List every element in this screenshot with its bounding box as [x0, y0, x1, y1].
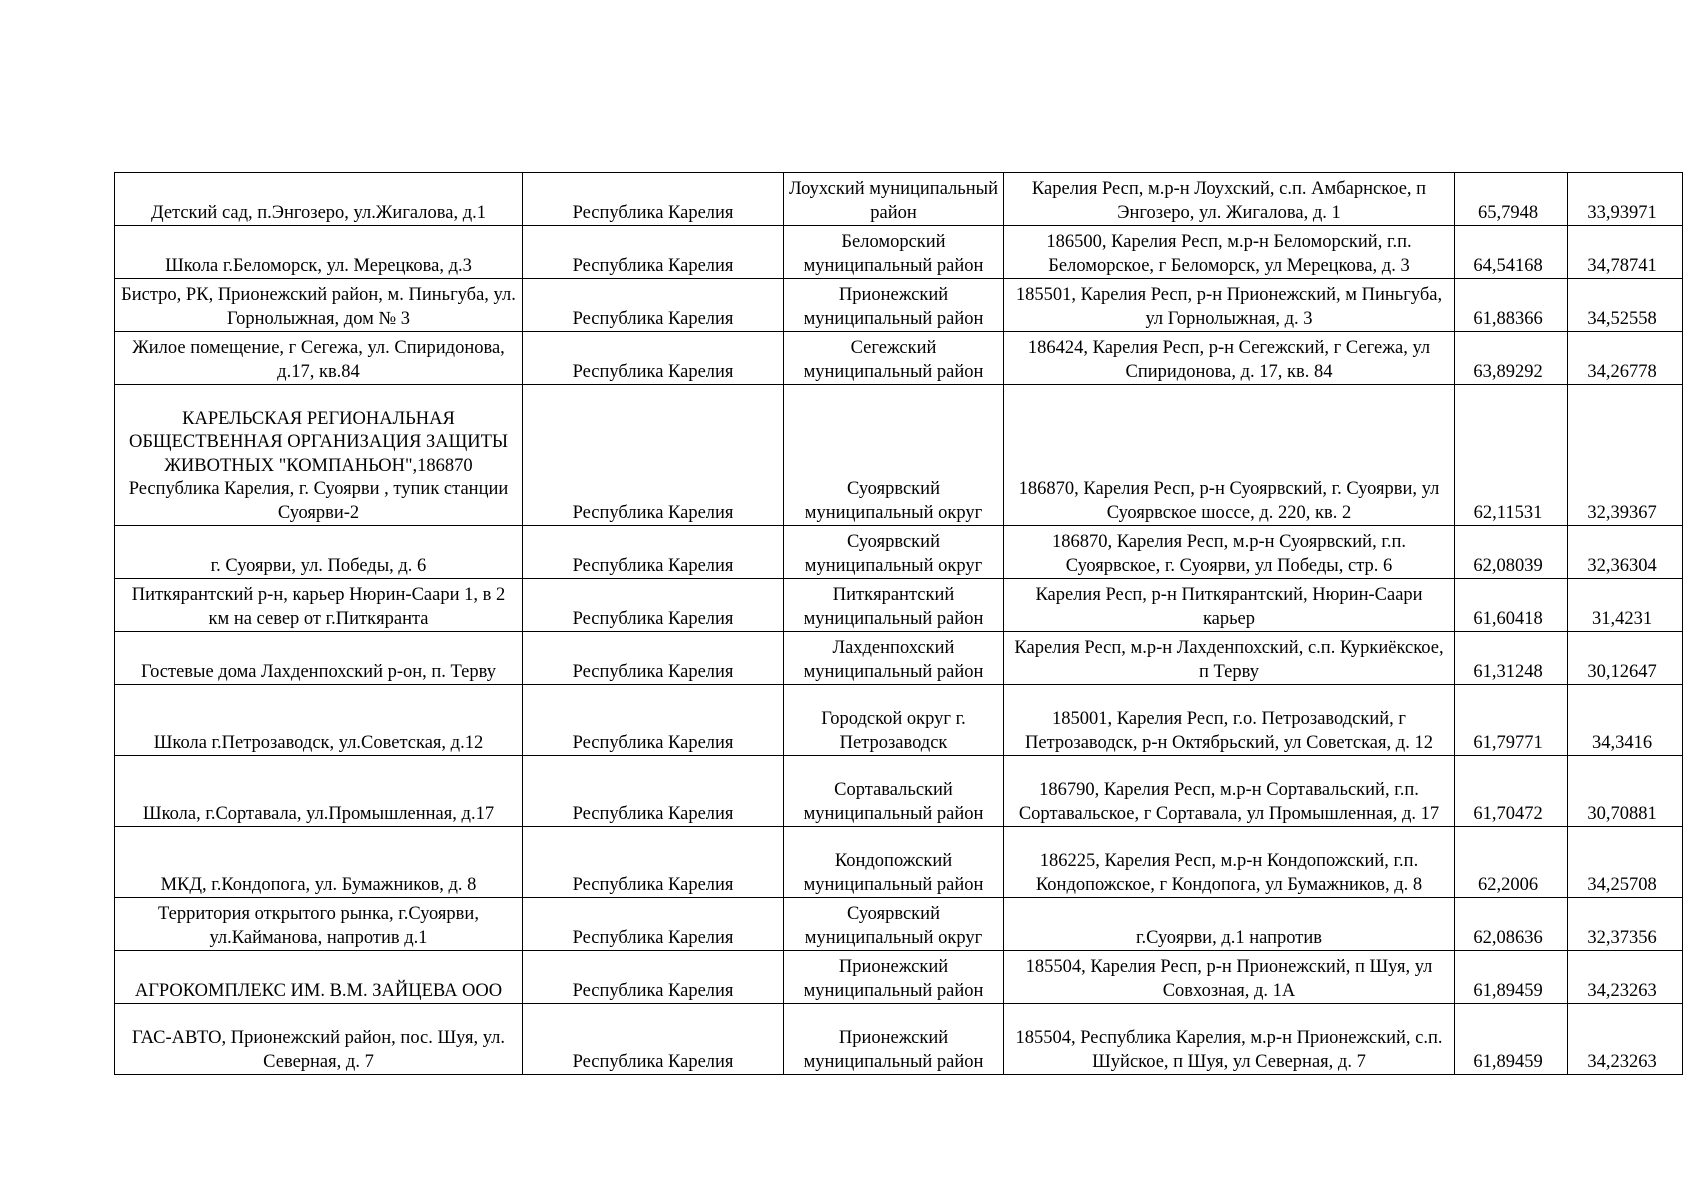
- table-row: [115, 898, 1683, 951]
- object-name-cell: Бистро, РК, Прионежский район, м. Пиньгуба, ул. Горнолыжная, дом № 3: [115, 279, 523, 332]
- object-name-cell: АГРОКОМПЛЕКС ИМ. В.М. ЗАЙЦЕВА ООО: [115, 951, 523, 1004]
- latitude-cell: 61,88366: [1455, 279, 1568, 332]
- district-cell: Прионежский муниципальный район: [784, 1004, 1004, 1075]
- latitude-cell: 62,11531: [1455, 385, 1568, 526]
- region-cell: Республика Карелия: [523, 1004, 784, 1075]
- object-name-cell: Территория открытого рынка, г.Суоярви, ул.Кайманова, напротив д.1: [115, 898, 523, 951]
- latitude-cell: 61,79771: [1455, 685, 1568, 756]
- latitude-cell: 61,89459: [1455, 951, 1568, 1004]
- region-cell: Республика Карелия: [523, 685, 784, 756]
- address-cell: 185504, Карелия Респ, р-н Прионежский, п Шуя, ул Совхозная, д. 1А: [1004, 951, 1455, 1004]
- object-name-cell: Школа г.Петрозаводск, ул.Советская, д.12: [115, 685, 523, 756]
- address-cell: 185504, Республика Карелия, м.р-н Прионежский, с.п. Шуйское, п Шуя, ул Северная, д. 7: [1004, 1004, 1455, 1075]
- longitude-cell: 30,70881: [1568, 756, 1683, 827]
- district-cell: Лоухский муниципальный район: [784, 173, 1004, 226]
- latitude-cell: 61,31248: [1455, 632, 1568, 685]
- longitude-cell: 34,25708: [1568, 827, 1683, 898]
- table-row: [115, 827, 1683, 898]
- latitude-cell: 63,89292: [1455, 332, 1568, 385]
- address-cell: 185501, Карелия Респ, р-н Прионежский, м Пиньгуба, ул Горнолыжная, д. 3: [1004, 279, 1455, 332]
- district-cell: Суоярвский муниципальный округ: [784, 526, 1004, 579]
- region-cell: Республика Карелия: [523, 579, 784, 632]
- region-cell: Республика Карелия: [523, 385, 784, 526]
- address-cell: Карелия Респ, р-н Питкярантский, Нюрин-Саари карьер: [1004, 579, 1455, 632]
- table-row: [115, 385, 1683, 526]
- table-row: [115, 279, 1683, 332]
- table-row: [115, 579, 1683, 632]
- longitude-cell: 34,23263: [1568, 1004, 1683, 1075]
- object-name-cell: Гостевые дома Лахденпохский р-он, п. Терву: [115, 632, 523, 685]
- object-name-cell: КАРЕЛЬСКАЯ РЕГИОНАЛЬНАЯ ОБЩЕСТВЕННАЯ ОРГАНИЗАЦИЯ ЗАЩИТЫ ЖИВОТНЫХ "КОМПАНЬОН",186870 Республика Карелия, г. Суоярви , тупик станции Суоярви-2: [115, 385, 523, 526]
- longitude-cell: 31,4231: [1568, 579, 1683, 632]
- longitude-cell: 34,3416: [1568, 685, 1683, 756]
- address-cell: Карелия Респ, м.р-н Лахденпохский, с.п. Куркиёкское, п Терву: [1004, 632, 1455, 685]
- table-row: [115, 756, 1683, 827]
- address-cell: 186870, Карелия Респ, р-н Суоярвский, г. Суоярви, ул Суоярвское шоссе, д. 220, кв. 2: [1004, 385, 1455, 526]
- latitude-cell: 62,08636: [1455, 898, 1568, 951]
- longitude-cell: 34,78741: [1568, 226, 1683, 279]
- table-row: [115, 685, 1683, 756]
- object-name-cell: Детский сад, п.Энгозеро, ул.Жигалова, д.1: [115, 173, 523, 226]
- latitude-cell: 61,70472: [1455, 756, 1568, 827]
- table-row: [115, 1004, 1683, 1075]
- region-cell: Республика Карелия: [523, 756, 784, 827]
- region-cell: Республика Карелия: [523, 173, 784, 226]
- district-cell: Суоярвский муниципальный округ: [784, 385, 1004, 526]
- longitude-cell: 32,36304: [1568, 526, 1683, 579]
- longitude-cell: 32,39367: [1568, 385, 1683, 526]
- table-row: [115, 951, 1683, 1004]
- region-cell: Республика Карелия: [523, 827, 784, 898]
- object-name-cell: Питкярантский р-н, карьер Нюрин-Саари 1, в 2 км на север от г.Питкяранта: [115, 579, 523, 632]
- region-cell: Республика Карелия: [523, 526, 784, 579]
- latitude-cell: 61,89459: [1455, 1004, 1568, 1075]
- address-cell: 186424, Карелия Респ, р-н Сегежский, г Сегежа, ул Спиридонова, д. 17, кв. 84: [1004, 332, 1455, 385]
- address-cell: 186790, Карелия Респ, м.р-н Сортавальский, г.п. Сортавальское, г Сортавала, ул Промышленная, д. 17: [1004, 756, 1455, 827]
- object-name-cell: Жилое помещение, г Сегежа, ул. Спиридонова, д.17, кв.84: [115, 332, 523, 385]
- region-cell: Республика Карелия: [523, 332, 784, 385]
- object-name-cell: Школа, г.Сортавала, ул.Промышленная, д.17: [115, 756, 523, 827]
- address-cell: 186870, Карелия Респ, м.р-н Суоярвский, г.п. Суоярвское, г. Суоярви, ул Победы, стр. 6: [1004, 526, 1455, 579]
- object-name-cell: МКД, г.Кондопога, ул. Бумажников, д. 8: [115, 827, 523, 898]
- table-row: [115, 632, 1683, 685]
- district-cell: Сортавальский муниципальный район: [784, 756, 1004, 827]
- longitude-cell: 34,26778: [1568, 332, 1683, 385]
- district-cell: Городской округ г. Петрозаводск: [784, 685, 1004, 756]
- latitude-cell: 62,2006: [1455, 827, 1568, 898]
- region-cell: Республика Карелия: [523, 898, 784, 951]
- latitude-cell: 65,7948: [1455, 173, 1568, 226]
- district-cell: Беломорский муниципальный район: [784, 226, 1004, 279]
- district-cell: Лахденпохский муниципальный район: [784, 632, 1004, 685]
- object-name-cell: ГАС-АВТО, Прионежский район, пос. Шуя, ул. Северная, д. 7: [115, 1004, 523, 1075]
- longitude-cell: 32,37356: [1568, 898, 1683, 951]
- latitude-cell: 61,60418: [1455, 579, 1568, 632]
- district-cell: Кондопожский муниципальный район: [784, 827, 1004, 898]
- district-cell: Питкярантский муниципальный район: [784, 579, 1004, 632]
- region-cell: Республика Карелия: [523, 632, 784, 685]
- address-cell: 185001, Карелия Респ, г.о. Петрозаводский, г Петрозаводск, р-н Октябрьский, ул Советская, д. 12: [1004, 685, 1455, 756]
- latitude-cell: 64,54168: [1455, 226, 1568, 279]
- district-cell: Сегежский муниципальный район: [784, 332, 1004, 385]
- registry-table-body: [115, 173, 1683, 1075]
- table-row: [115, 226, 1683, 279]
- longitude-cell: 34,23263: [1568, 951, 1683, 1004]
- address-cell: Карелия Респ, м.р-н Лоухский, с.п. Амбарнское, п Энгозеро, ул. Жигалова, д. 1: [1004, 173, 1455, 226]
- latitude-cell: 62,08039: [1455, 526, 1568, 579]
- object-name-cell: г. Суоярви, ул. Победы, д. 6: [115, 526, 523, 579]
- registry-table: [114, 172, 1683, 1075]
- longitude-cell: 33,93971: [1568, 173, 1683, 226]
- address-cell: г.Суоярви, д.1 напротив: [1004, 898, 1455, 951]
- region-cell: Республика Карелия: [523, 226, 784, 279]
- region-cell: Республика Карелия: [523, 951, 784, 1004]
- longitude-cell: 34,52558: [1568, 279, 1683, 332]
- table-row: [115, 173, 1683, 226]
- longitude-cell: 30,12647: [1568, 632, 1683, 685]
- district-cell: Прионежский муниципальный район: [784, 279, 1004, 332]
- district-cell: Прионежский муниципальный район: [784, 951, 1004, 1004]
- table-row: [115, 332, 1683, 385]
- address-cell: 186225, Карелия Респ, м.р-н Кондопожский, г.п. Кондопожское, г Кондопога, ул Бумажников, д. 8: [1004, 827, 1455, 898]
- district-cell: Суоярвский муниципальный округ: [784, 898, 1004, 951]
- table-row: [115, 526, 1683, 579]
- object-name-cell: Школа г.Беломорск, ул. Мерецкова, д.3: [115, 226, 523, 279]
- address-cell: 186500, Карелия Респ, м.р-н Беломорский, г.п. Беломорское, г Беломорск, ул Мерецкова, д. 3: [1004, 226, 1455, 279]
- region-cell: Республика Карелия: [523, 279, 784, 332]
